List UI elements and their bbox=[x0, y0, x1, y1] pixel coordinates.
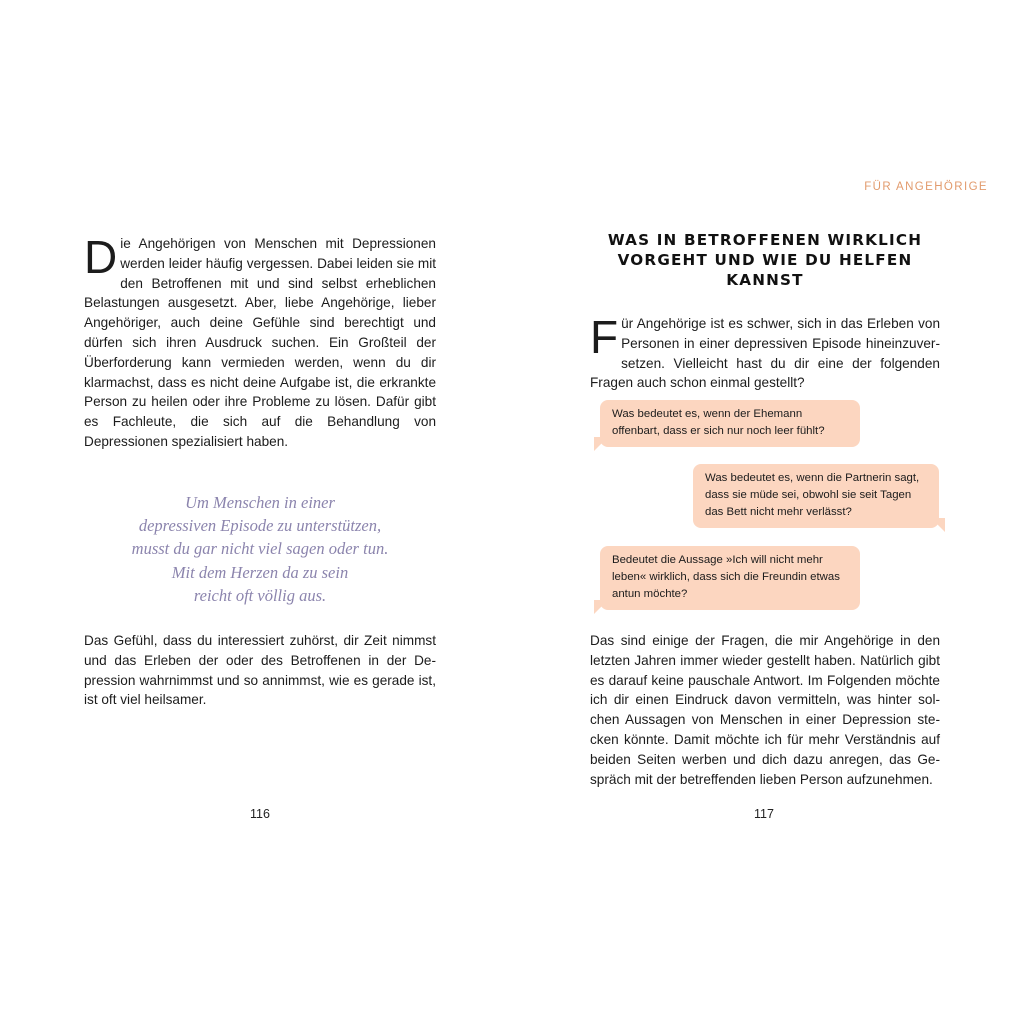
left-intro-text: ie Angehörigen von Menschen mit Depressionen werden leider häufig vergessen. Dabei leiden sie mit den Betroffenen mit und sind selbst erheblichen Belastungen ausgesetzt. Aber, liebe Angehörige, lieber Angehöriger, auch deine Gefühle sind berechtigt und dürfen sich ihren Ausdruck suchen. Ein Großteil der Überforderung kann vermieden werden, wenn du dir klarmachst, dass es nicht deine Aufgabe ist, die erkrankte Person zu heilen oder ihre Probleme zu lösen. Dafür gibt es Fachleute, die sich auf die Behandlung von Depressionen spezialisiert haben. bbox=[84, 236, 436, 449]
quote-line: musst du gar nicht viel sagen oder tun. bbox=[131, 539, 389, 559]
section-label: FÜR ANGEHÖRIGE bbox=[864, 181, 988, 193]
heading-line: VORGEHT UND WIE DU HELFEN KANNST bbox=[617, 251, 913, 289]
speech-bubble: Bedeutet die Aussage »Ich will nicht mehr leben« wirklich, dass sich die Freundin etwas antun möchte? bbox=[600, 546, 860, 610]
right-intro-paragraph bbox=[590, 311, 940, 393]
right-outro-paragraph: Das sind einige der Fragen, die mir Angehörige in den letzten Jahren immer wieder gestellt haben. Natürlich gibt es darauf keine pauschale Antwort. Im Folgenden möchte ich dir einen Eindruck davon vermitteln, was hinter solchen Aussagen von Menschen in einer Depression stecken könnte. Damit möchte ich für mehr Verständnis auf beiden Seiten werben und dich dazu anregen, das Gespräch mit der betreffenden lieben Person aufzunehmen. bbox=[590, 633, 940, 787]
page-number-left: 116 bbox=[250, 807, 270, 821]
right-intro-text: ür Angehörige ist es schwer, sich in das Erleben von Personen in einer depressiven Episode hineinzuversetzen. Vielleicht hast du dir eine der folgenden Fragen auch schon einmal gestellt? bbox=[590, 316, 940, 391]
pull-quote bbox=[100, 491, 420, 607]
dropcap-f: F bbox=[590, 311, 619, 363]
right-page bbox=[512, 0, 1024, 1024]
left-intro-paragraph bbox=[84, 231, 436, 452]
speech-bubble: Was bedeutet es, wenn der Ehemann offenbart, dass er sich nur noch leer fühlt? bbox=[600, 400, 860, 447]
page-number-right: 117 bbox=[754, 807, 774, 821]
quote-line: Um Menschen in einer bbox=[185, 493, 335, 512]
quote-line: reicht oft völlig aus. bbox=[193, 585, 327, 605]
heading-line: WAS IN BETROFFENEN WIRKLICH bbox=[607, 231, 923, 249]
left-outro-paragraph: Das Gefühl, dass du interessiert zuhörst, dir Zeit nimmst und das Erleben der oder des Betroffenen in der Depression wahrnimmst und so annimmst, wie es gerade ist, ist oft viel heilsamer. bbox=[84, 633, 436, 708]
chapter-heading bbox=[584, 230, 946, 290]
dropcap-d: D bbox=[84, 231, 118, 283]
quote-line: depressiven Episode zu unterstützen, bbox=[138, 516, 382, 536]
quote-line: Mit dem Herzen da zu sein bbox=[171, 562, 349, 582]
speech-bubble: Was bedeutet es, wenn die Partnerin sagt, dass sie müde sei, obwohl sie seit Tagen das Bett nicht mehr verlässt? bbox=[693, 464, 939, 528]
